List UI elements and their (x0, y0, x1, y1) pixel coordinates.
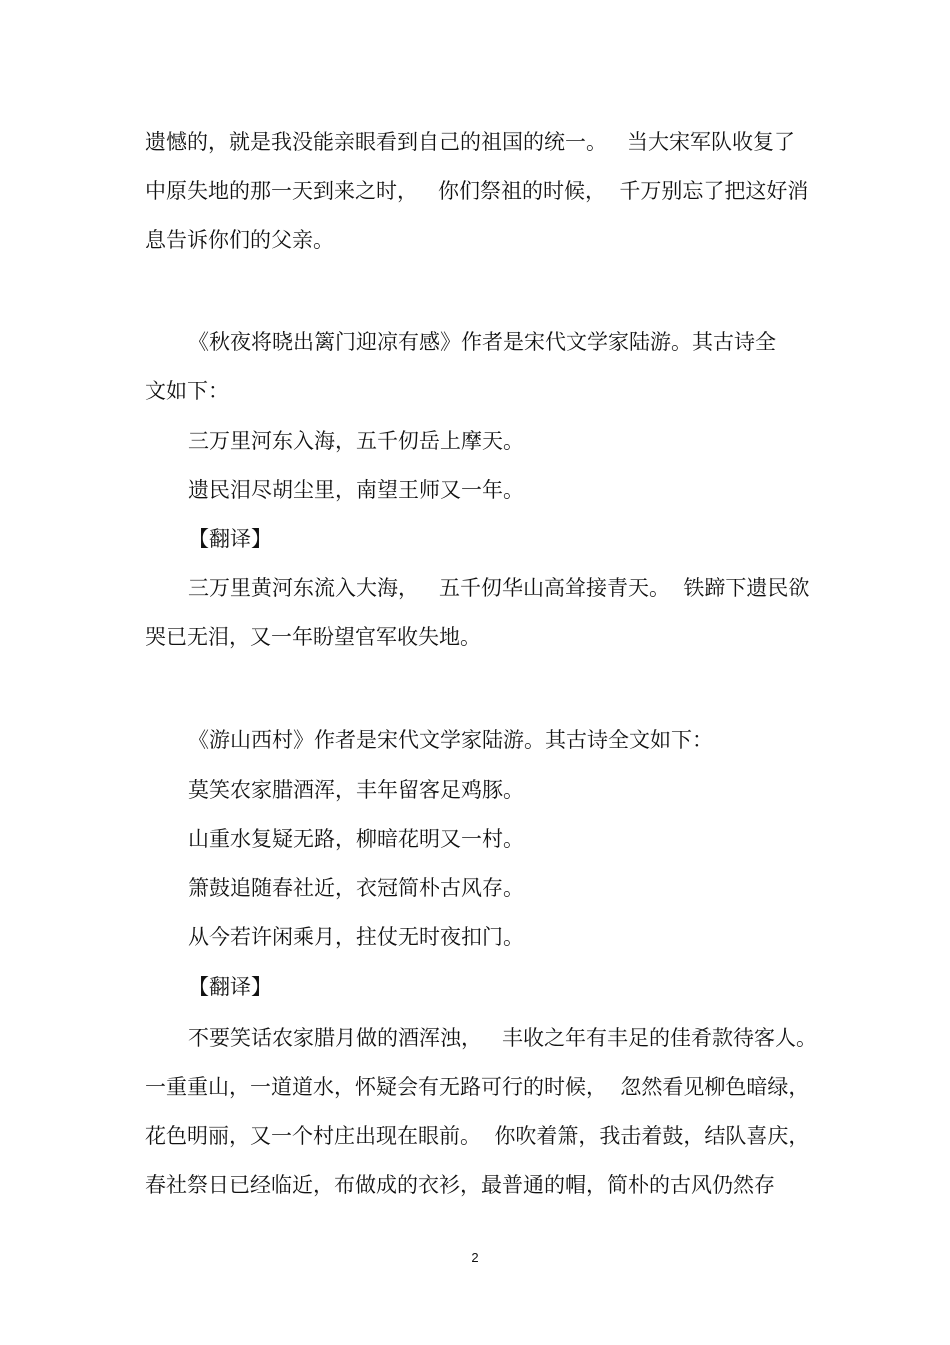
poem-line: 从今若许闲乘月，拄仗无时夜扣门。 (188, 925, 524, 949)
poem-line: 山重水复疑无路，柳暗花明又一村。 (188, 827, 524, 851)
poem-line: 箫鼓追随春社近，衣冠简朴古风存。 (188, 876, 524, 900)
translation-line: 不要笑话农家腊月做的酒浑浊， 丰收之年有丰足的佳肴款待客人。 (188, 1026, 818, 1050)
poem-line: 三万里河东入海，五千仞岳上摩天。 (188, 429, 524, 453)
translation-line: 春社祭日已经临近，布做成的衣衫，最普通的帽，简朴的古风仍然存 (145, 1173, 775, 1197)
poem-intro-line: 《游山西村》作者是宋代文学家陆游。其古诗全文如下： (188, 728, 713, 752)
poem-line: 莫笑农家腊酒浑，丰年留客足鸡豚。 (188, 778, 524, 802)
translation-line: 三万里黄河东流入大海， 五千仞华山高耸接青天。 铁蹄下遗民欲 (188, 576, 810, 600)
translation-line: 一重重山，一道道水，怀疑会有无路可行的时候， 忽然看见柳色暗绿， (145, 1075, 810, 1099)
translation-line: 哭已无泪，又一年盼望官军收失地。 (145, 625, 481, 649)
translation-line: 花色明丽，又一个村庄出现在眼前。 你吹着箫，我击着鼓，结队喜庆， (145, 1124, 810, 1148)
poem-intro-line: 《秋夜将晓出篱门迎凉有感》作者是宋代文学家陆游。其古诗全 (188, 330, 776, 354)
poem-intro-line: 文如下： (145, 379, 229, 403)
paragraph-line: 遗憾的，就是我没能亲眼看到自己的祖国的统一。 当大宋军队收复了 (145, 130, 796, 154)
paragraph-line: 息告诉你们的父亲。 (145, 228, 334, 252)
poem-line: 遗民泪尽胡尘里，南望王师又一年。 (188, 478, 524, 502)
translation-heading: 【翻译】 (188, 527, 272, 551)
page-number: 2 (471, 1250, 479, 1265)
translation-heading: 【翻译】 (188, 975, 272, 999)
paragraph-line: 中原失地的那一天到来之时， 你们祭祖的时候， 千万别忘了把这好消 (145, 179, 809, 203)
